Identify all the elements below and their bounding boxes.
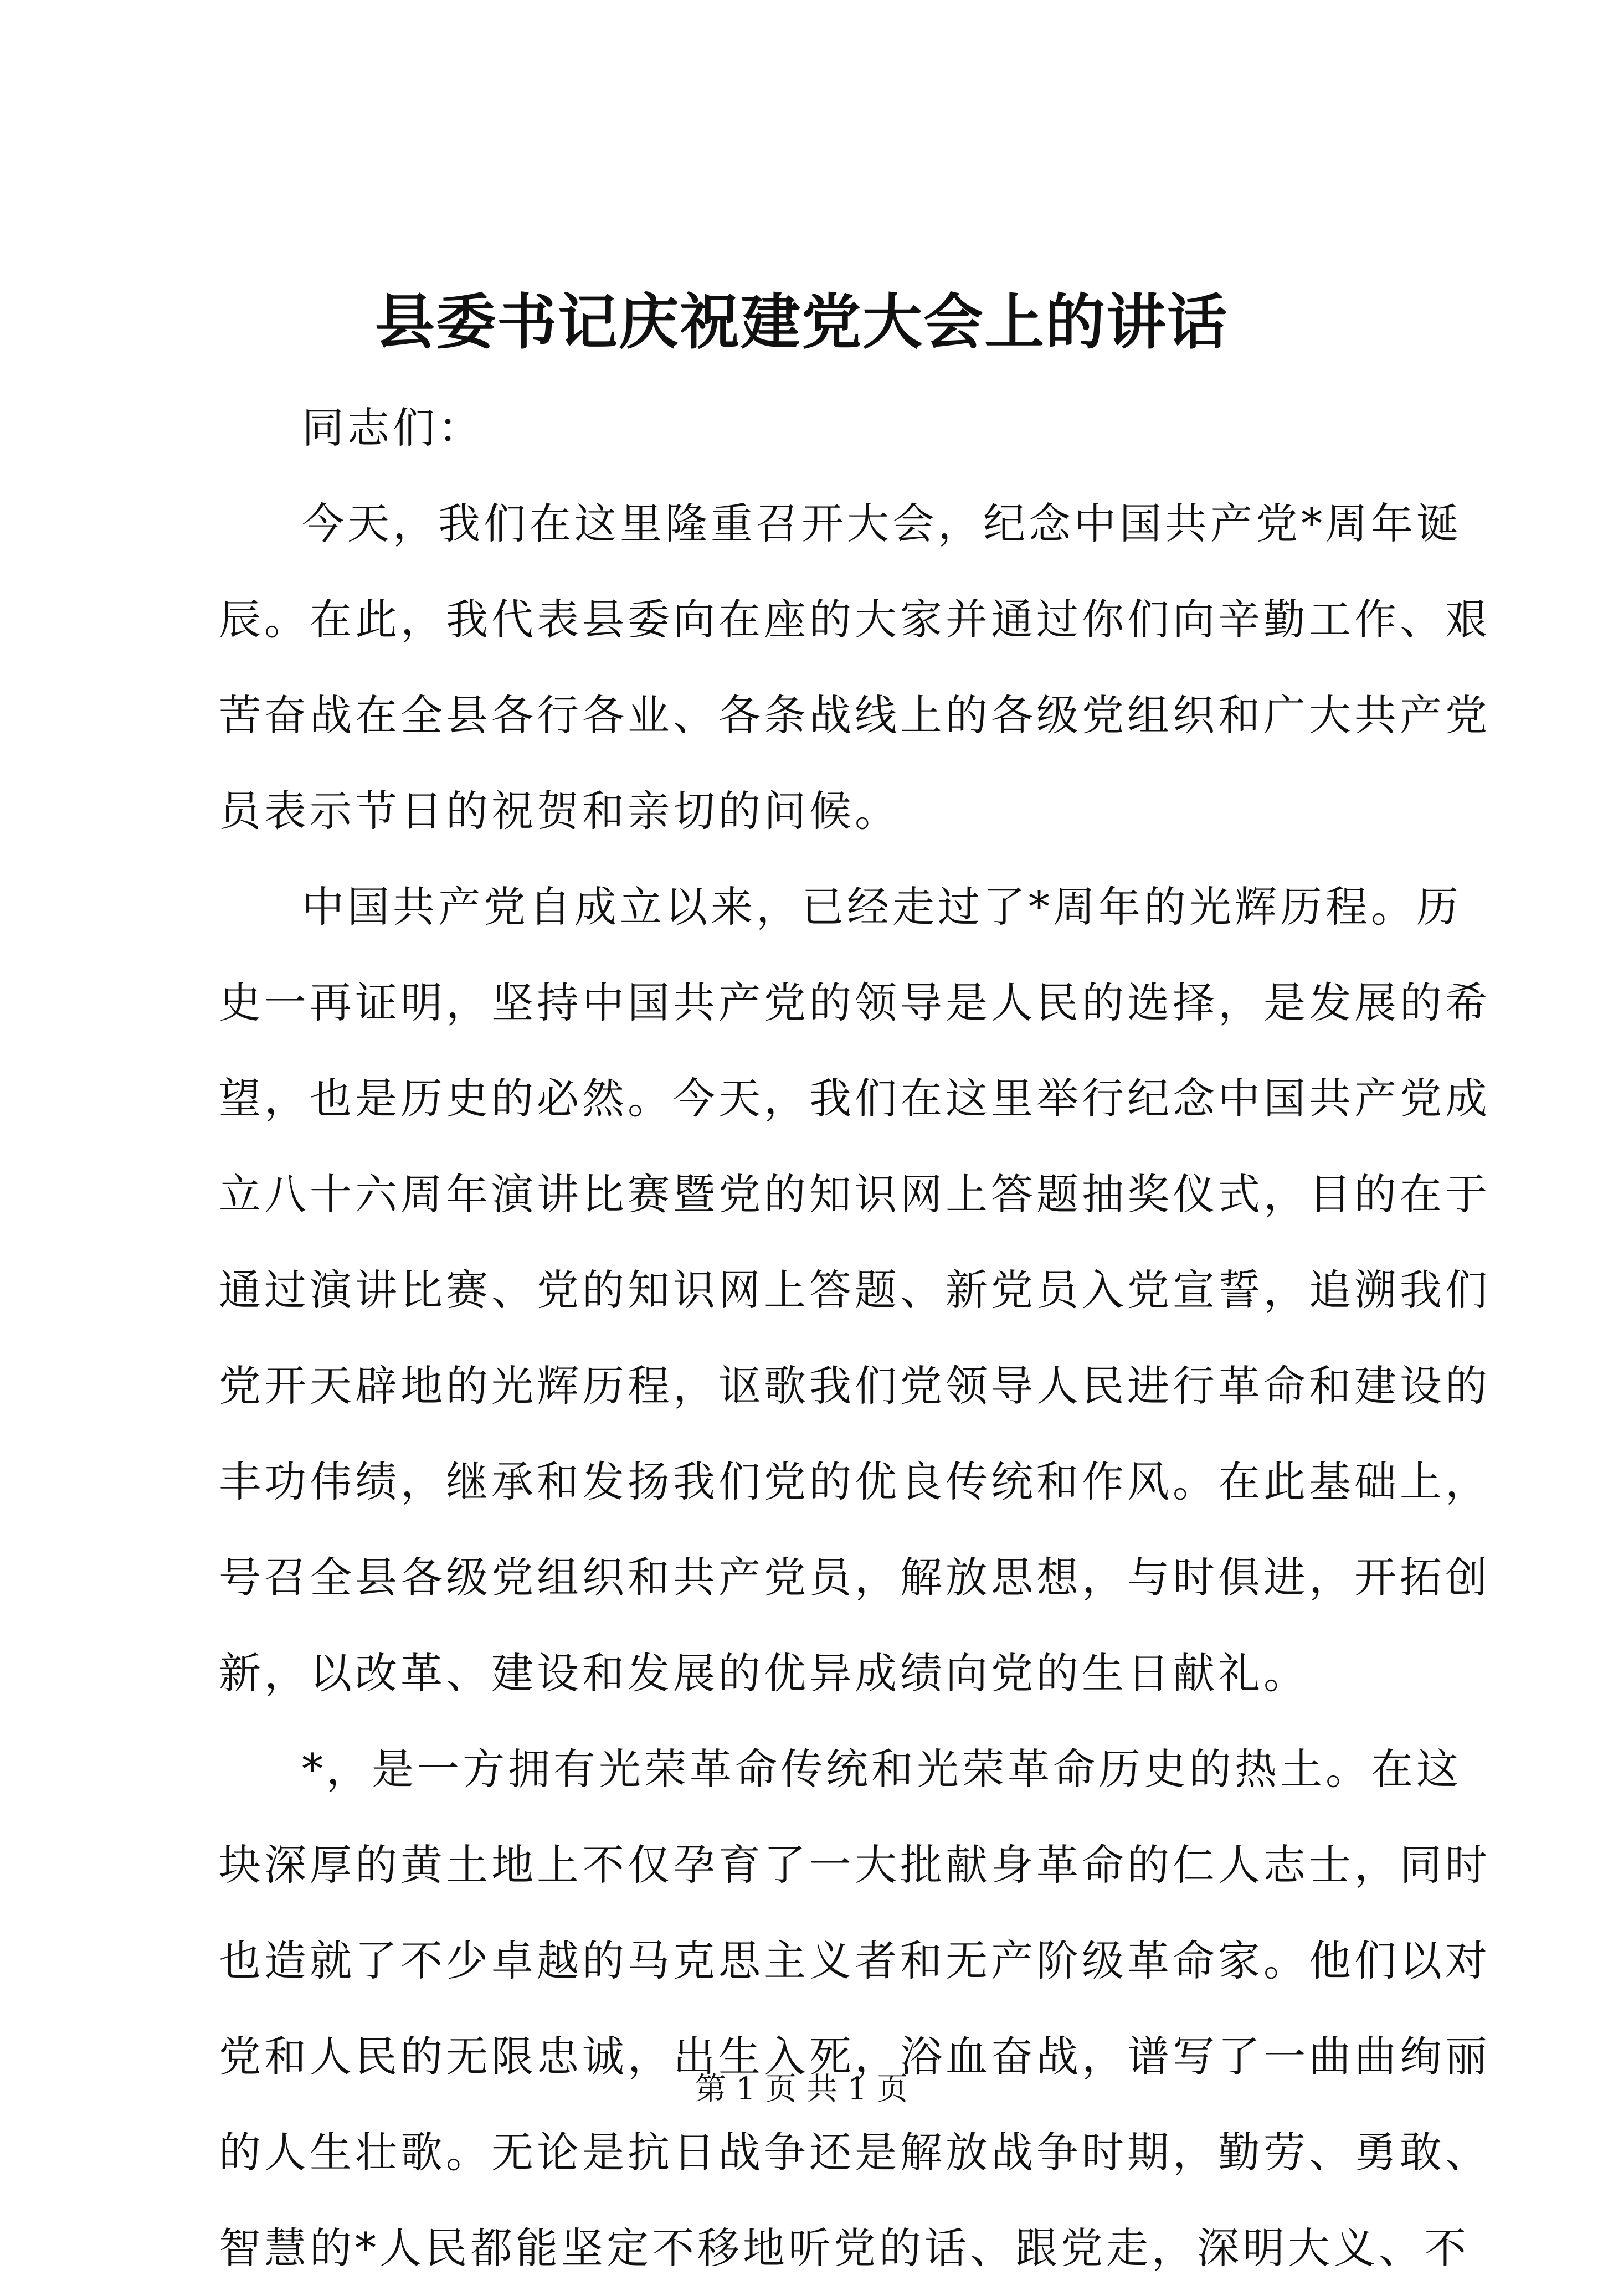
document-title: 县委书记庆祝建党大会上的讲话 <box>374 287 1228 357</box>
paragraph-line: 智慧的*人民都能坚定不移地听党的话、跟党走，深明大义、不 <box>219 2223 1470 2273</box>
paragraph-line: 号召全县各级党组织和共产党员，解放思想，与时俱进，开拓创 <box>219 1553 1491 1602</box>
paragraph-line: 苦奋战在全县各行各业、各条战线上的各级党组织和广大共产党 <box>219 691 1491 740</box>
salutation-line: 同志们： <box>302 403 484 452</box>
paragraph-line: *，是一方拥有光荣革命传统和光荣革命历史的热土。在这 <box>302 1744 1462 1794</box>
document-body <box>219 380 1491 2296</box>
paragraph-line: 中国共产党自成立以来，已经走过了*周年的光辉历程。历 <box>302 882 1462 931</box>
paragraph-line: 的人生壮歌。无论是抗日战争还是解放战争时期，勤劳、勇敢、 <box>219 2128 1491 2177</box>
paragraph-line: 立八十六周年演讲比赛暨党的知识网上答题抽奖仪式，目的在于 <box>219 1170 1491 1219</box>
paragraph-line: 望，也是历史的必然。今天，我们在这里举行纪念中国共产党成 <box>219 1074 1491 1123</box>
paragraph-line: 丰功伟绩，继承和发扬我们党的优良传统和作风。在此基础上， <box>219 1457 1491 1506</box>
paragraph-line: 通过演讲比赛、党的知识网上答题、新党员入党宣誓，追溯我们 <box>219 1265 1491 1315</box>
page-number-footer: 第 1 页 共 1 页 <box>695 2071 908 2107</box>
paragraph-line: 新，以改革、建设和发展的优异成绩向党的生日献礼。 <box>219 1649 1309 1698</box>
paragraph-line: 辰。在此，我代表县委向在座的大家并通过你们向辛勤工作、艰 <box>219 595 1491 644</box>
paragraph-line: 块深厚的黄土地上不仅孕育了一大批献身革命的仁人志士，同时 <box>219 1840 1491 1890</box>
paragraph-line: 员表示节日的祝贺和亲切的问候。 <box>219 786 900 836</box>
paragraph-line: 史一再证明，坚持中国共产党的领导是人民的选择，是发展的希 <box>219 978 1491 1027</box>
paragraph-line: 党开天辟地的光辉历程，讴歌我们党领导人民进行革命和建设的 <box>219 1361 1491 1410</box>
paragraph-line: 今天，我们在这里隆重召开大会，纪念中国共产党*周年诞 <box>302 499 1462 548</box>
paragraph-line: 党和人民的无限忠诚，出生入死，浴血奋战，谱写了一曲曲绚丽 <box>219 2032 1491 2081</box>
paragraph-line: 也造就了不少卓越的马克思主义者和无产阶级革命家。他们以对 <box>219 1936 1491 1985</box>
